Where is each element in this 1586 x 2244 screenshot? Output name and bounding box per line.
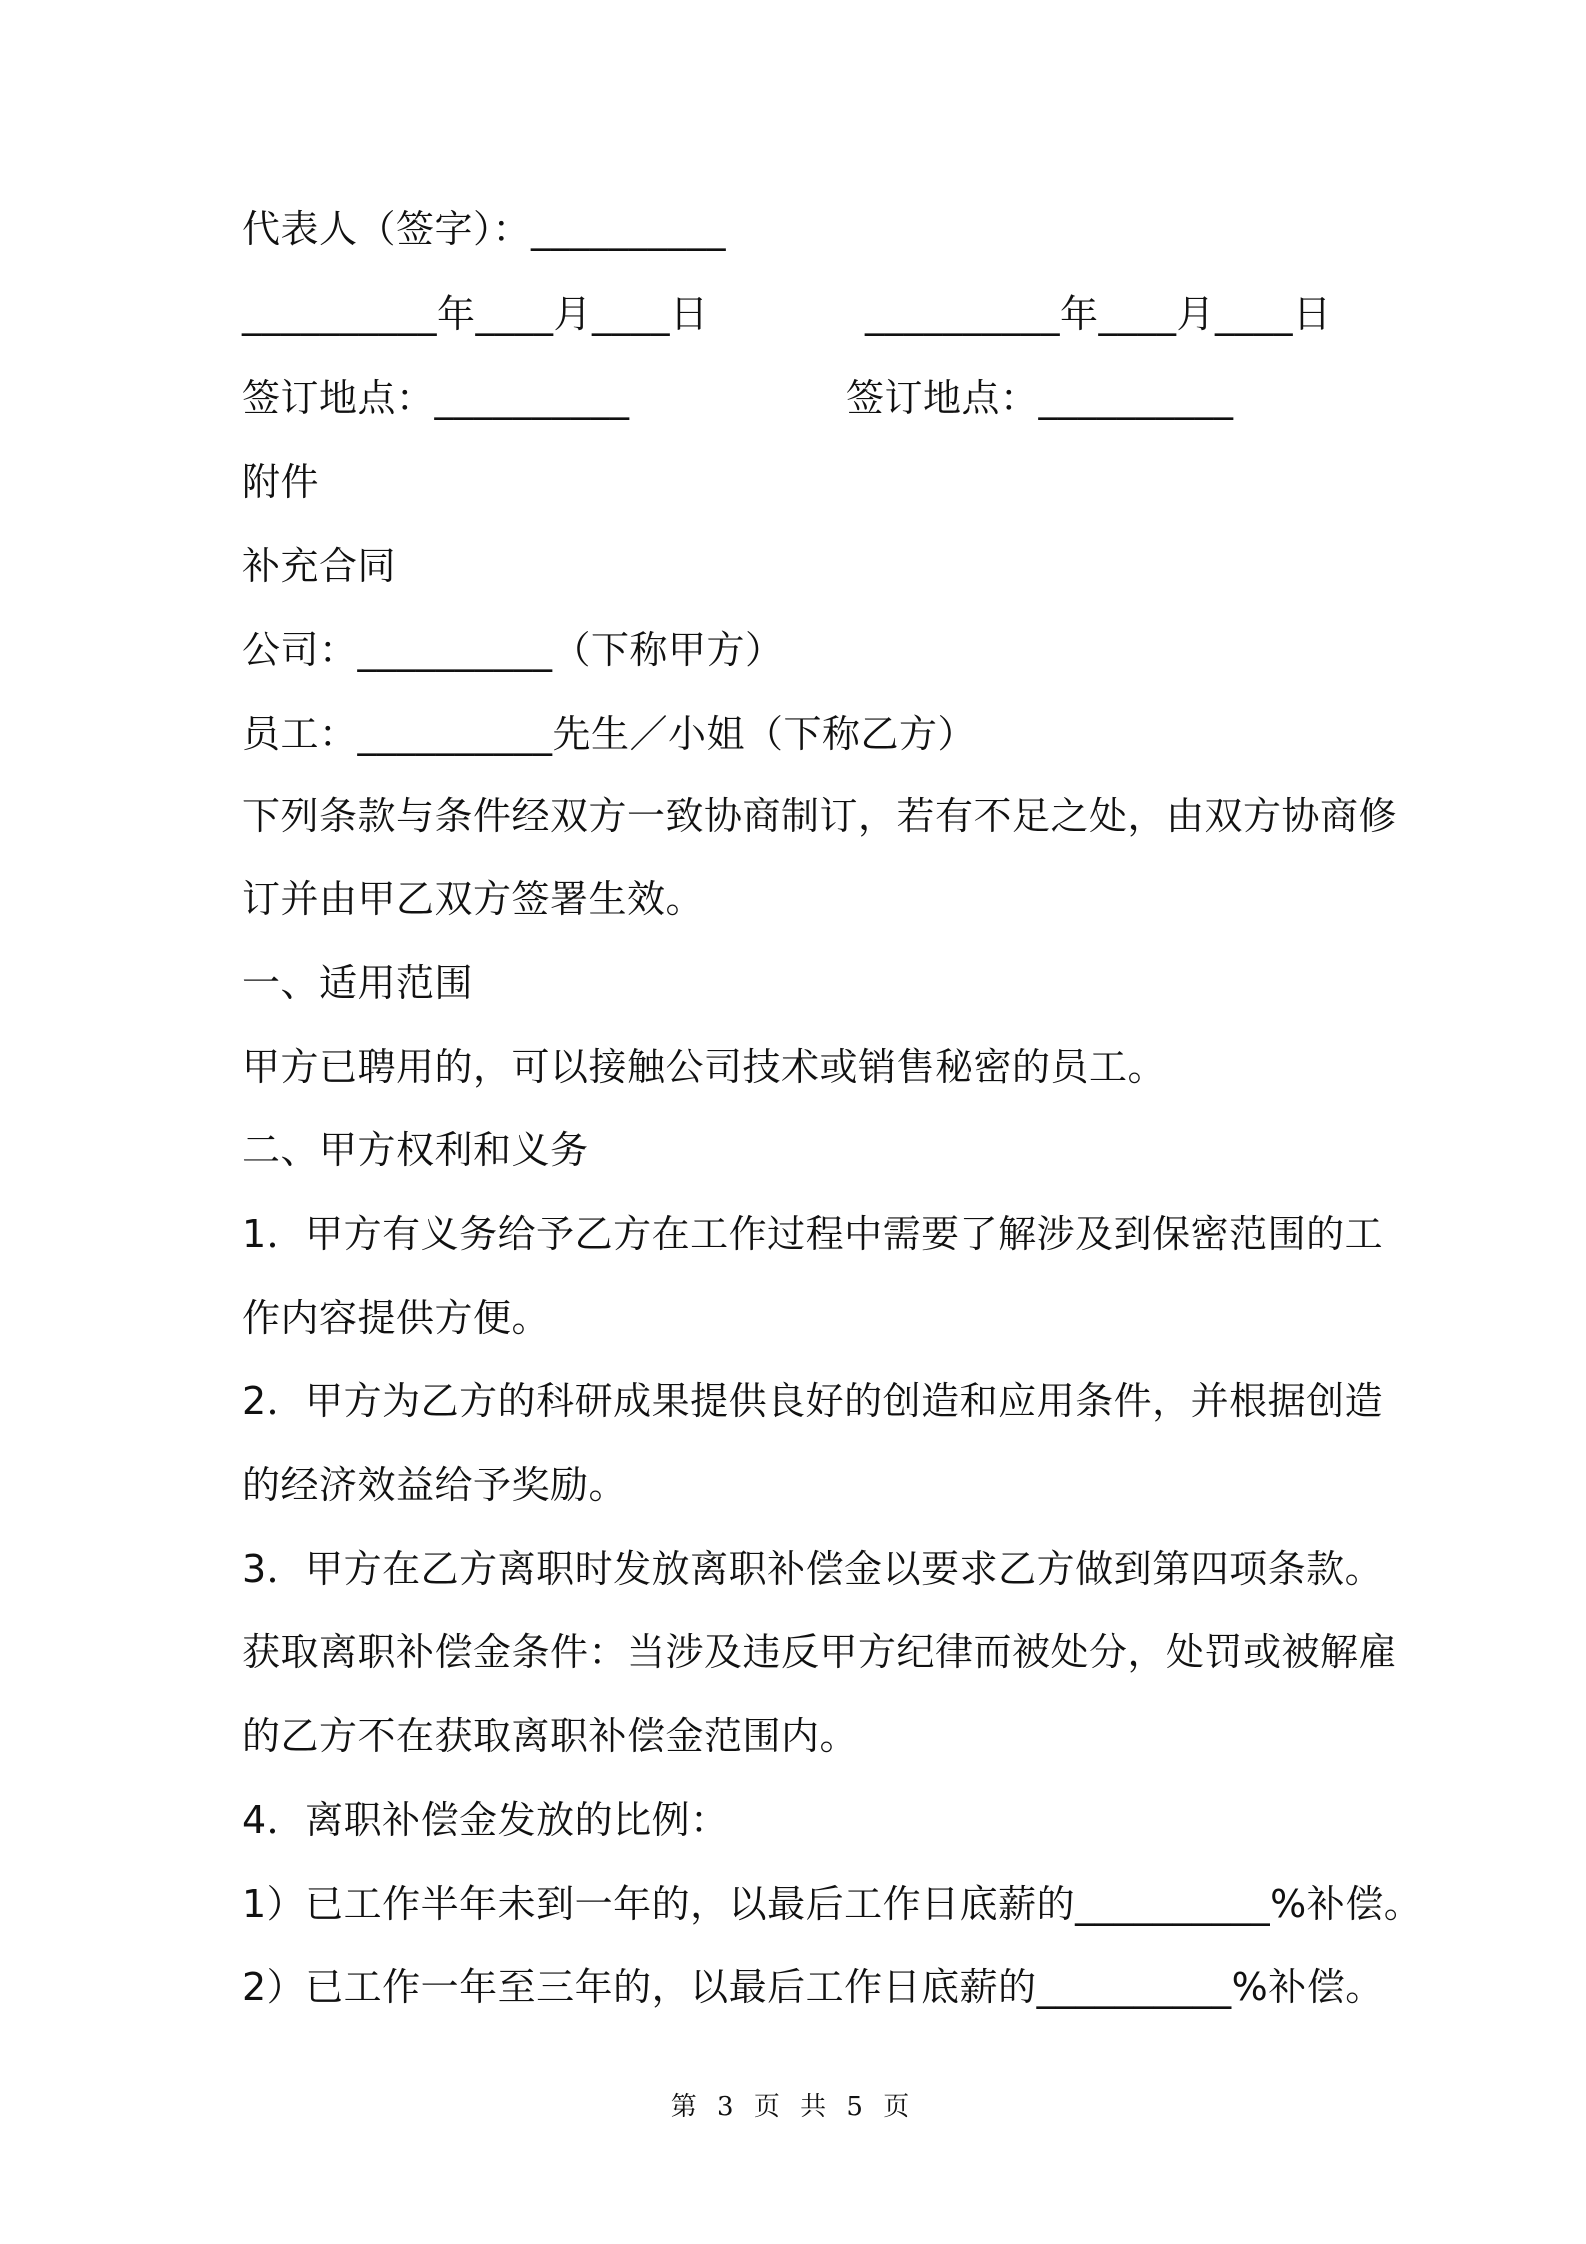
employee-line: 员工：__________先生／小姐（下称乙方）	[242, 712, 977, 756]
supplement-title: 补充合同	[242, 544, 397, 588]
signing-place-right: 签订地点：__________	[846, 376, 1234, 420]
page-number-footer: 第 3 页 共 5 页	[670, 2092, 916, 2122]
company-line: 公司：__________（下称甲方）	[242, 628, 784, 672]
signing-place-left: 签订地点：__________	[242, 376, 630, 420]
item-3: 3．甲方在乙方离职时发放离职补偿金以要求乙方做到第四项条款。	[242, 1547, 1384, 1591]
item-2-line-1: 2．甲方为乙方的科研成果提供良好的创造和应用条件，并根据创造	[242, 1379, 1384, 1423]
ratio-item-1: 1）已工作半年未到一年的，以最后工作日底薪的__________%补偿。	[242, 1882, 1423, 1926]
item-2-line-2: 的经济效益给予奖励。	[242, 1463, 628, 1507]
ratio-item-2: 2）已工作一年至三年的，以最后工作日底薪的__________%补偿。	[242, 1965, 1384, 2009]
item-1-line-2: 作内容提供方便。	[242, 1296, 551, 1340]
attachment-heading: 附件	[242, 460, 320, 504]
condition-line-2: 的乙方不在获取离职补偿金范围内。	[242, 1714, 859, 1758]
condition-line-1: 获取离职补偿金条件：当涉及违反甲方纪律而被处分，处罚或被解雇	[242, 1630, 1398, 1674]
item-1-line-1: 1．甲方有义务给予乙方在工作过程中需要了解涉及到保密范围的工	[242, 1212, 1384, 1256]
section-1-title: 一、适用范围	[242, 961, 474, 1005]
intro-paragraph-line-1: 下列条款与条件经双方一致协商制订，若有不足之处，由双方协商修	[242, 794, 1398, 838]
date-line-left: __________年____月____日	[242, 292, 709, 336]
section-2-title: 二、甲方权利和义务	[242, 1128, 589, 1172]
intro-paragraph-line-2: 订并由甲乙双方签署生效。	[242, 877, 705, 921]
representative-signature-line: 代表人（签字）：__________	[242, 207, 727, 251]
item-4: 4．离职补偿金发放的比例：	[242, 1798, 729, 1842]
section-1-body: 甲方已聘用的，可以接触公司技术或销售秘密的员工。	[242, 1045, 1167, 1089]
date-line-right: __________年____月____日	[865, 292, 1332, 336]
